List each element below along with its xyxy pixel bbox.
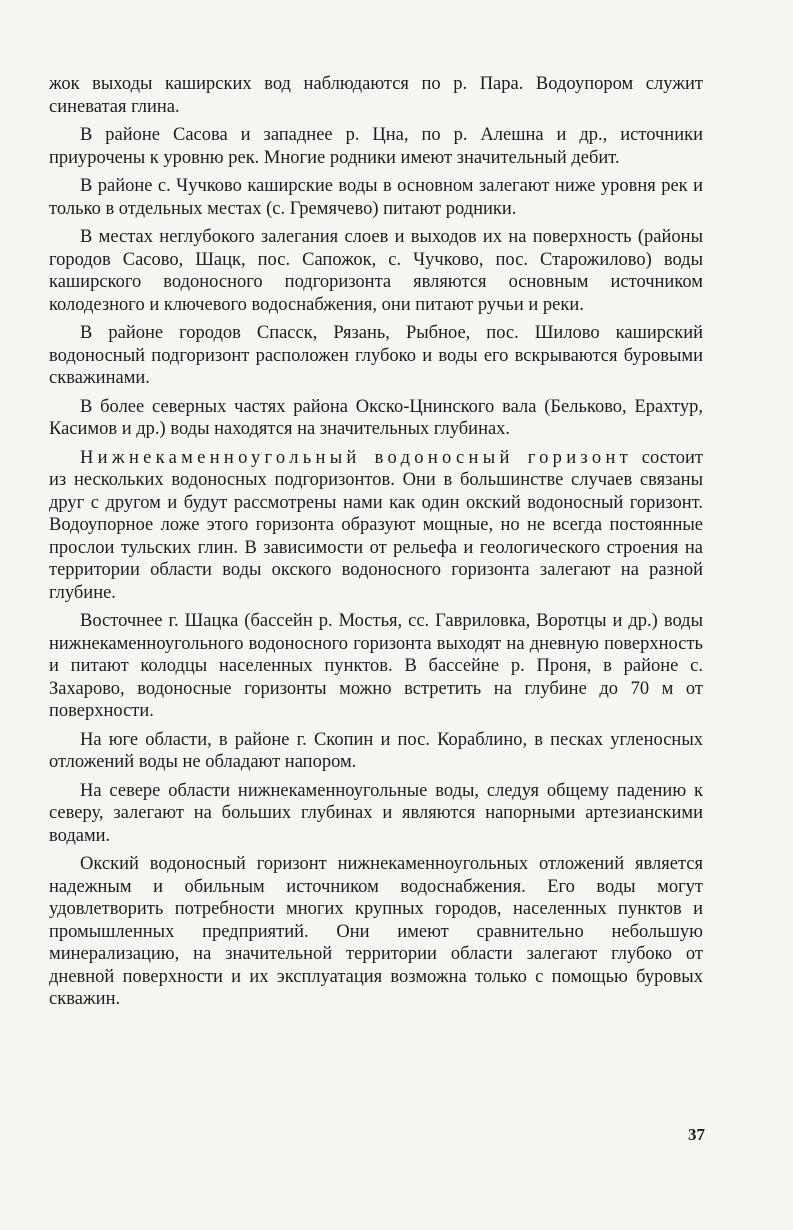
- paragraph-9: На юге области, в районе г. Скопин и пос. Кораблино, в песках угленосных отложений воды не обладают напором.: [49, 729, 703, 772]
- paragraph-7: [49, 447, 703, 605]
- spaced-term: Нижнекаменноугольный водоносный горизонт: [80, 447, 633, 468]
- paragraph-3: В районе с. Чучково каширские воды в основном залегают ниже уровня рек и только в отдельных местах (с. Гремячево) питают родники.: [49, 176, 703, 219]
- paragraph-6: В более северных частях района Окско-Цнинского вала (Бельково, Ерахтур, Касимов и др.) воды находятся на значительных глубинах.: [49, 396, 703, 439]
- paragraph-4: В местах неглубокого залегания слоев и выходов их на поверхность (районы городов Сасово, Шацк, пос. Сапожок, с. Чучково, пос. Старожилово) воды каширского водоносного подгоризонта являются основным источником колодезного и ключевого водоснабжения, они питают ручьи и реки.: [49, 227, 703, 315]
- paragraph-10: На севере области нижнекаменноугольные воды, следуя общему падению к северу, залегают на больших глубинах и являются напорными артезианскими водами.: [49, 780, 703, 846]
- paragraph-11: Окский водоносный горизонт нижнекаменноугольных отложений является надежным и обильным источником водоснабжения. Его воды могут удовлетворить потребности многих крупных городов, населенных пунктов и промышленных предприятий. Они имеют сравнительно небольшую минерализацию, на значительной территории области залегают глубоко от дневной поверхности и их эксплуатация возможна только с помощью буровых скважин.: [49, 854, 703, 1009]
- paragraph-1: жок выходы каширских вод наблюдаются по р. Пара. Водоупором служит синеватая глина.: [49, 74, 703, 117]
- page-number: 37: [688, 1125, 705, 1144]
- paragraph-2: В районе Сасова и западнее р. Цна, по р. Алешна и др., источники приурочены к уровню рек. Многие родники имеют значительный дебит.: [49, 125, 703, 168]
- paragraph-7-rest: состоит из нескольких водоносных подгоризонтов. Они в большинстве случаев связаны друг с другом и будут рассмотрены нами как один окский водоносный горизонт. Водоупорное ложе этого горизонта образуют мощные, но не всегда постоянные прослои тульских глин. В зависимости от рельефа и геологического строения на территории области воды окского водоносного горизонта залегают на разной глубине.: [49, 447, 703, 603]
- page-text: [49, 73, 703, 1017]
- paragraph-5: В районе городов Спасск, Рязань, Рыбное, пос. Шилово каширский водоносный подгоризонт расположен глубоко и воды его вскрываются буровыми скважинами.: [49, 323, 703, 388]
- paragraph-8: Восточнее г. Шацка (бассейн р. Мостья, сс. Гавриловка, Воротцы и др.) воды нижнекаменноугольного водоносного горизонта выходят на дневную поверхность и питают колодцы населенных пунктов. В бассейне р. Проня, в районе с. Захарово, водоносные горизонты можно встретить на глубине до 70 м от поверхности.: [49, 611, 703, 721]
